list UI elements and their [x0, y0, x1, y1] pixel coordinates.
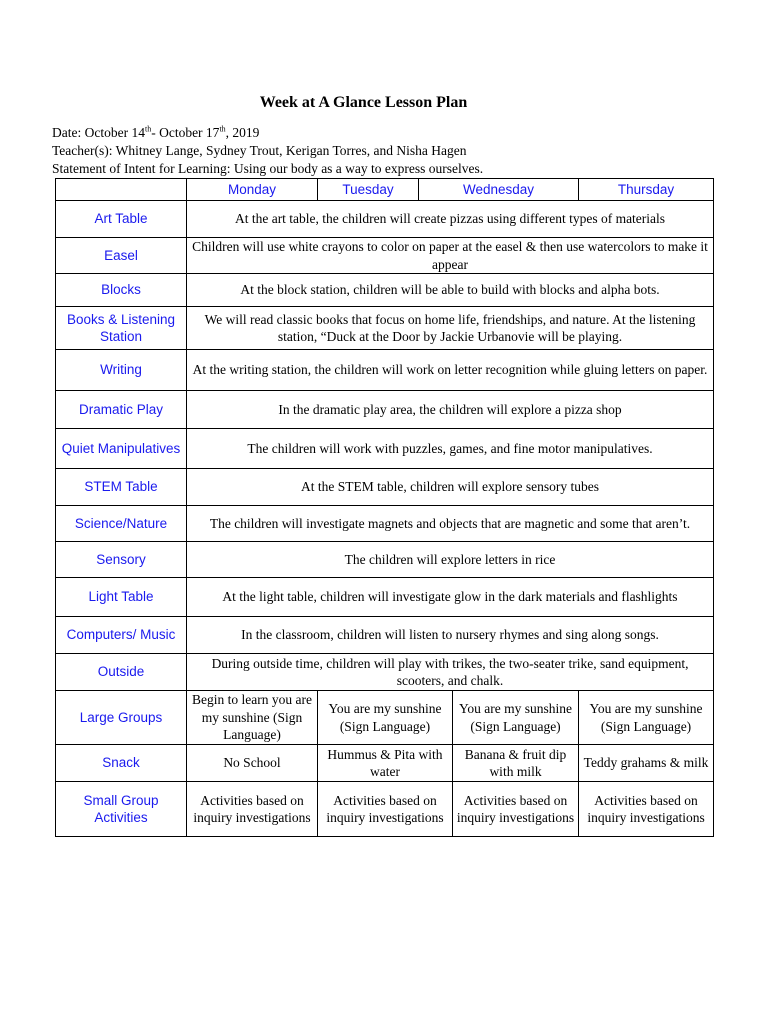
day-activity-cell: Begin to learn you are my sunshine (Sign Language) — [187, 691, 318, 745]
station-label: Outside — [56, 654, 187, 691]
table-row — [56, 542, 714, 578]
day-header-thursday: Thursday — [579, 179, 714, 201]
page-title: Week at A Glance Lesson Plan — [259, 94, 468, 111]
corner-cell — [56, 179, 187, 201]
date-year: , 2019 — [225, 125, 260, 140]
activity-cell: At the light table, children will investigate glow in the dark materials and flashlights — [187, 578, 714, 617]
table-row — [56, 274, 714, 307]
station-label: Small Group Activities — [56, 782, 187, 837]
header-row — [56, 179, 714, 201]
day-header-tuesday: Tuesday — [318, 179, 419, 201]
activity-cell: In the dramatic play area, the children will explore a pizza shop — [187, 391, 714, 429]
day-activity-cell: You are my sunshine (Sign Language) — [318, 691, 453, 745]
station-label: STEM Table — [56, 469, 187, 506]
table-row — [56, 691, 714, 745]
document-meta — [52, 124, 483, 178]
station-label: Sensory — [56, 542, 187, 578]
day-activity-cell: Activities based on inquiry investigations — [318, 782, 453, 837]
activity-cell: At the writing station, the children will work on letter recognition while gluing letters on paper. — [187, 350, 714, 391]
activity-cell: Children will use white crayons to color on paper at the easel & then use watercolors to make it appear — [187, 238, 714, 274]
day-activity-cell: Teddy grahams & milk — [579, 745, 714, 782]
station-label: Quiet Manipulatives — [56, 429, 187, 469]
table-row — [56, 469, 714, 506]
date-end: - October 17 — [151, 125, 220, 140]
table-row — [56, 578, 714, 617]
day-activity-cell: Activities based on inquiry investigations — [187, 782, 318, 837]
activity-cell: During outside time, children will play with trikes, the two-seater trike, sand equipment, scooters, and chalk. — [187, 654, 714, 691]
station-label: Computers/ Music — [56, 617, 187, 654]
station-label: Dramatic Play — [56, 391, 187, 429]
table-row — [56, 238, 714, 274]
table-row — [56, 429, 714, 469]
day-activity-cell: No School — [187, 745, 318, 782]
table-row — [56, 350, 714, 391]
activity-cell: At the block station, children will be able to build with blocks and alpha bots. — [187, 274, 714, 307]
activity-cell: We will read classic books that focus on home life, friendships, and nature. At the listening station, “Duck at the Door by Jackie Urbanovie will be playing. — [187, 307, 714, 350]
station-label: Books & Listening Station — [56, 307, 187, 350]
table-row — [56, 506, 714, 542]
day-activity-cell: You are my sunshine (Sign Language) — [579, 691, 714, 745]
lesson-plan-body — [56, 179, 714, 837]
station-label: Snack — [56, 745, 187, 782]
date-line — [52, 124, 483, 142]
table-row — [56, 307, 714, 350]
station-label: Large Groups — [56, 691, 187, 745]
table-row — [56, 617, 714, 654]
table-row — [56, 782, 714, 837]
date-end-suffix: th — [219, 124, 226, 134]
activity-cell: The children will investigate magnets and objects that are magnetic and some that aren’t. — [187, 506, 714, 542]
table-row — [56, 745, 714, 782]
station-label: Writing — [56, 350, 187, 391]
day-activity-cell: Hummus & Pita with water — [318, 745, 453, 782]
teachers-line: Teacher(s): Whitney Lange, Sydney Trout, Kerigan Torres, and Nisha Hagen — [52, 143, 467, 158]
activity-cell: At the STEM table, children will explore sensory tubes — [187, 469, 714, 506]
date-start: Date: October 14 — [52, 125, 145, 140]
table-row — [56, 654, 714, 691]
station-label: Science/Nature — [56, 506, 187, 542]
lesson-plan-table — [55, 178, 714, 837]
activity-cell: At the art table, the children will create pizzas using different types of materials — [187, 201, 714, 238]
intent-line: Statement of Intent for Learning: Using our body as a way to express ourselves. — [52, 161, 484, 176]
day-activity-cell: Activities based on inquiry investigations — [453, 782, 579, 837]
activity-cell: The children will work with puzzles, games, and fine motor manipulatives. — [187, 429, 714, 469]
activity-cell: The children will explore letters in rice — [187, 542, 714, 578]
day-header-monday: Monday — [187, 179, 318, 201]
station-label: Art Table — [56, 201, 187, 238]
date-start-suffix: th — [144, 124, 152, 134]
day-header-wednesday: Wednesday — [419, 179, 579, 201]
station-label: Light Table — [56, 578, 187, 617]
activity-cell: In the classroom, children will listen to nursery rhymes and sing along songs. — [187, 617, 714, 654]
table-row — [56, 391, 714, 429]
table-row — [56, 201, 714, 238]
station-label: Blocks — [56, 274, 187, 307]
day-activity-cell: Banana & fruit dip with milk — [453, 745, 579, 782]
day-activity-cell: Activities based on inquiry investigations — [579, 782, 714, 837]
day-activity-cell: You are my sunshine (Sign Language) — [453, 691, 579, 745]
station-label: Easel — [56, 238, 187, 274]
